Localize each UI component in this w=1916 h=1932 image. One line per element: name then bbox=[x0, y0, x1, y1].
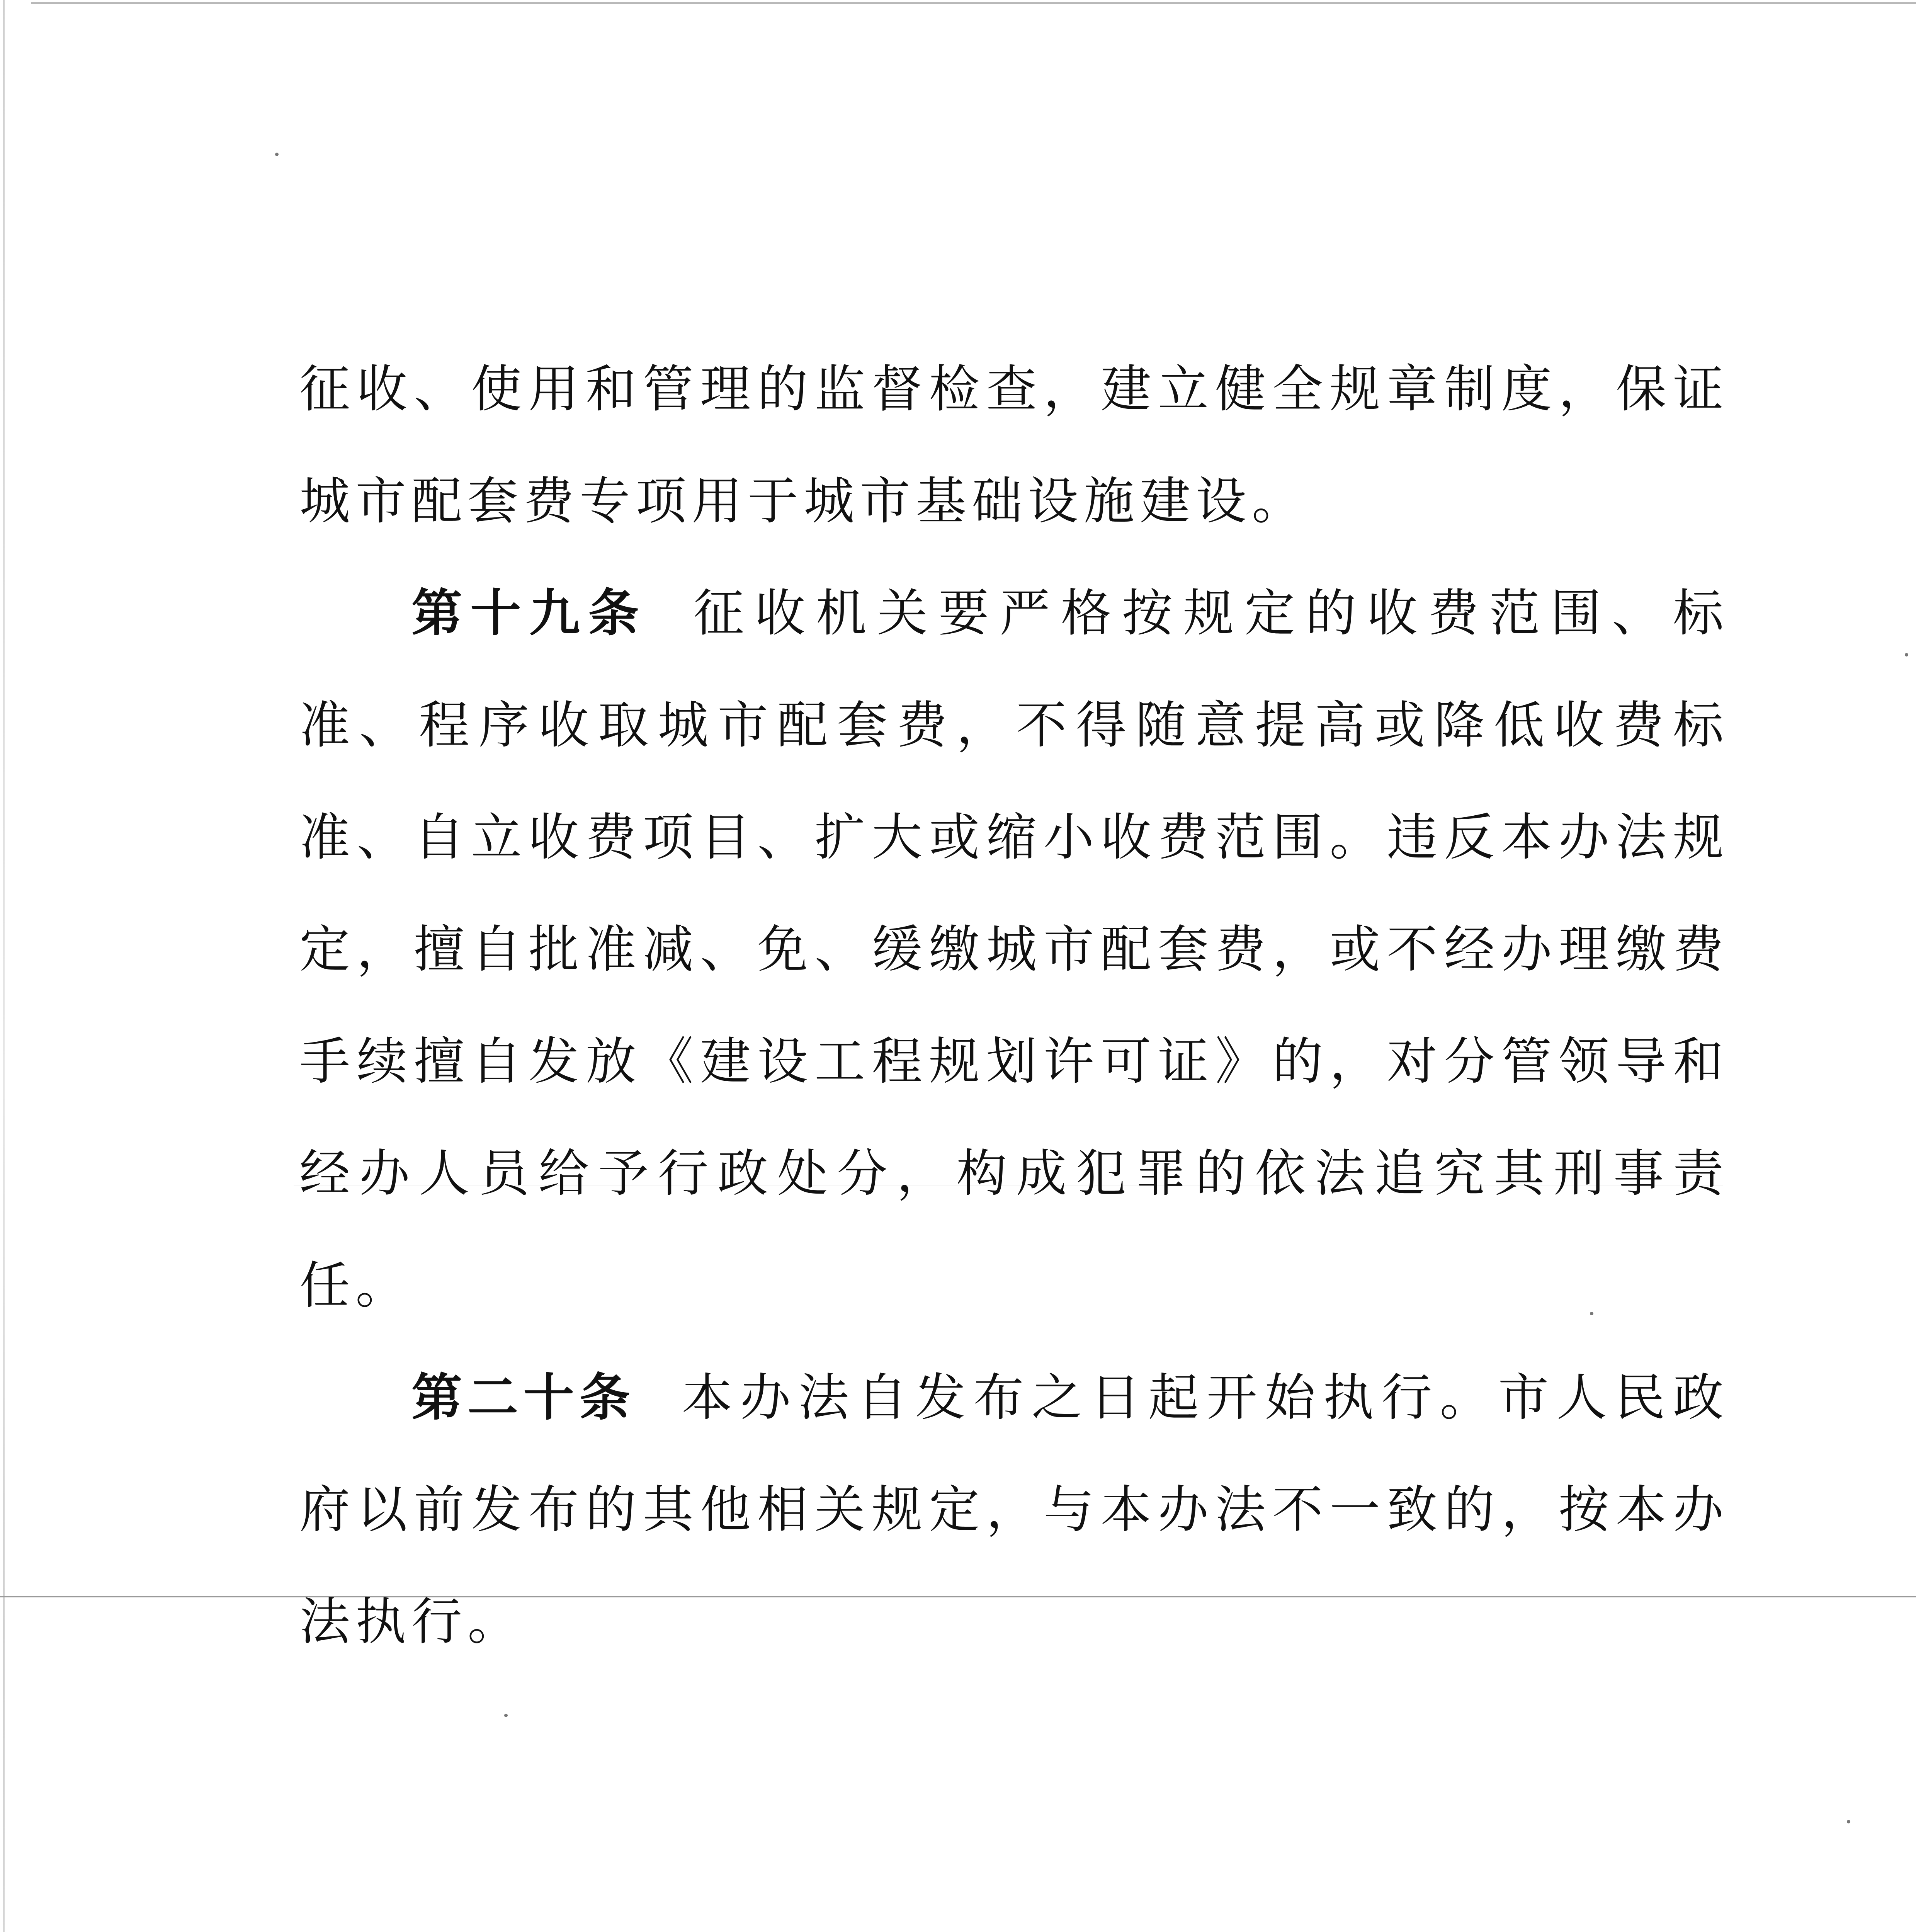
scan-speck bbox=[504, 1714, 508, 1717]
article-20-text: 本办法自发布之日起开始执行。市人民政府以前发布的其他相关规定，与本办法不一致的，按本办法执行。 bbox=[299, 1368, 1729, 1651]
body-text bbox=[299, 333, 1729, 1678]
scan-speck bbox=[1905, 653, 1908, 656]
continuation-paragraph: 征收、使用和管理的监督检查，建立健全规章制度，保证城市配套费专项用于城市基础设施建设。 bbox=[299, 359, 1729, 531]
scan-speck bbox=[1847, 1820, 1850, 1823]
article-20-heading: 第二十条 bbox=[411, 1368, 636, 1427]
article-19-text: 征收机关要严格按规定的收费范围、标准、程序收取城市配套费，不得随意提高或降低收费标准、自立收费项目、扩大或缩小收费范围。违反本办法规定，擅自批准减、免、缓缴城市配套费，或不经办理缴费手续擅自发放《建设工程规划许可证》的，对分管领导和经办人员给予行政处分，构成犯罪的依法追究其刑事责任。 bbox=[299, 583, 1729, 1315]
article-19-paragraph bbox=[299, 557, 1729, 1342]
scan-edge-top bbox=[31, 2, 1916, 4]
scan-speck bbox=[275, 153, 279, 156]
article-20-paragraph bbox=[299, 1342, 1729, 1678]
article-19-heading: 第十九条 bbox=[411, 583, 647, 643]
scan-edge-left bbox=[3, 0, 5, 1932]
